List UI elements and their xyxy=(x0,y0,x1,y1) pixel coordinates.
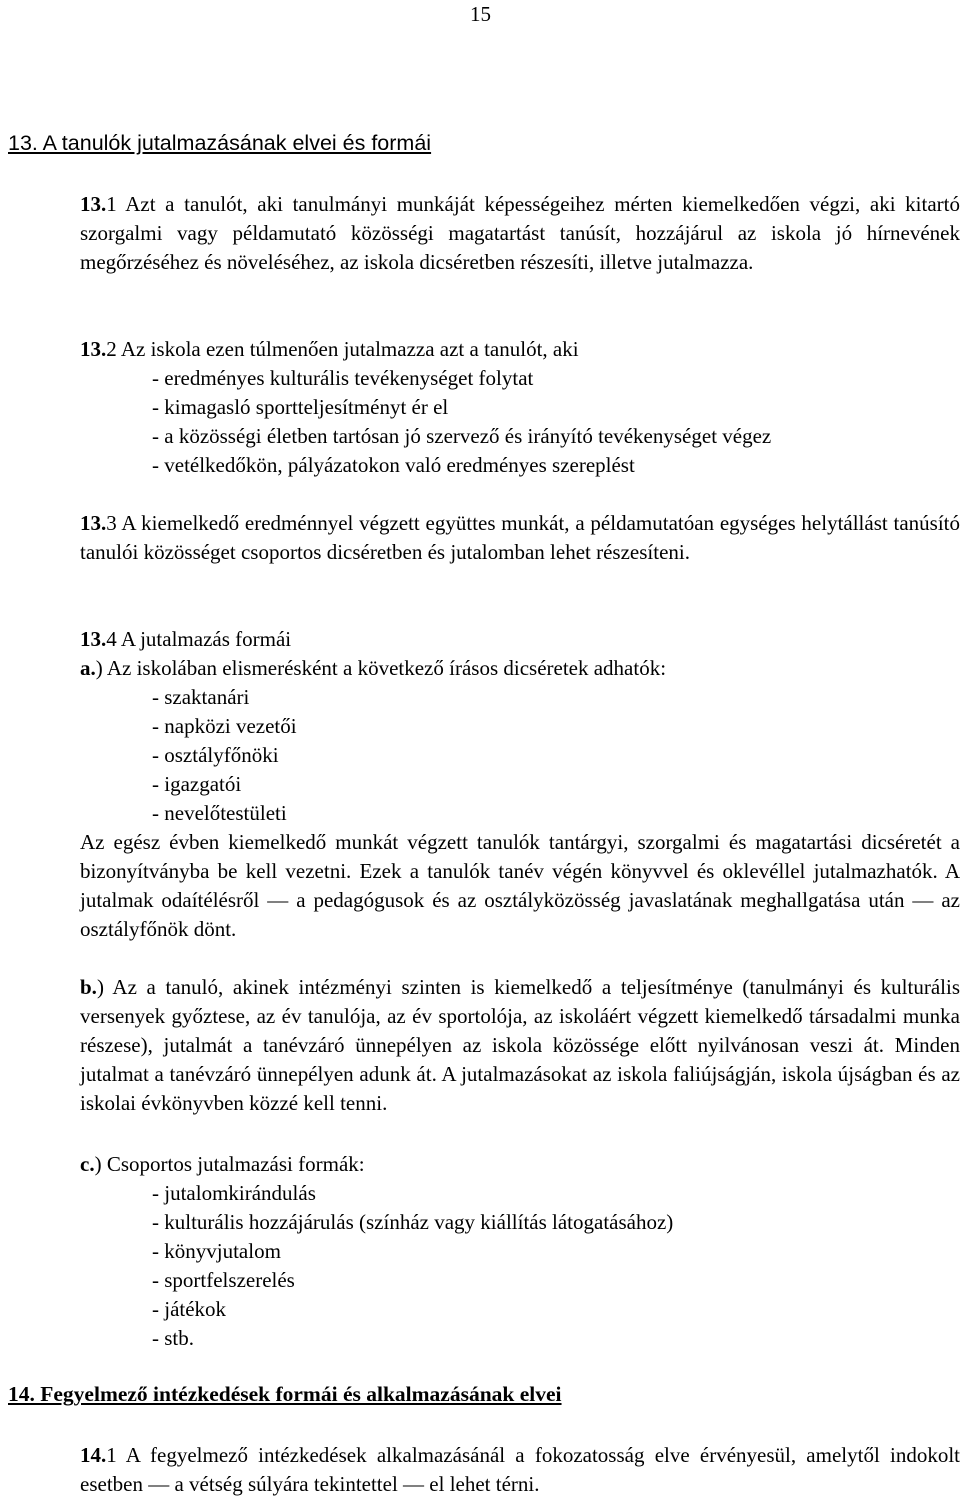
item-a-text: Az egész évben kiemelkedő munkát végzett tanulók tantárgyi, szorgalmi és magatartási dicséretét a bizonyítványba be kell vezetni. Ezek a tanulók tanév végén könyvvel és oklevéllel jutalmazhatók. A jutalmak odaítélésről — a pedagógusok és az osztályközösség javaslatának meghallgatása után — az osztályfőnök dönt. xyxy=(80,830,960,941)
paragraph-text: 3 A kiemelkedő eredménnyel végzett együttes munkát, a példamutatóan egységes helytállást tanúsító tanulói közösséget csoportos dicséretben és jutalomban lehet részesíteni. xyxy=(80,511,960,564)
item-label: c. xyxy=(80,1152,95,1176)
paragraph-13-4-title xyxy=(80,625,291,654)
paragraph-13-2-intro xyxy=(80,335,579,364)
paragraph-text: 1 A fegyelmező intézkedések alkalmazásánál a fokozatosság elve érvényesül, amelytől indokolt esetben — a vétség súlyára tekintettel — el lehet térni. xyxy=(80,1443,960,1496)
paragraph-text: 2 Az iskola ezen túlmenően jutalmazza azt a tanulót, aki xyxy=(106,337,579,361)
list-item: - sportfelszerelés xyxy=(152,1268,295,1292)
list-item: - nevelőtestületi xyxy=(152,801,287,825)
list-item: - osztályfőnöki xyxy=(152,743,279,767)
list-item: - jutalomkirándulás xyxy=(152,1181,316,1205)
paragraph-text: 1 Azt a tanulót, aki tanulmányi munkáját képességeihez mérten kiemelkedően végzi, aki kitartó szorgalmi vagy példamutató közösségi magatartást tanúsít, hozzájárul az iskola jó hírnevének megőrzéséhez és növeléséhez, az iskola dicséretben részesíti, illetve jutalmazza. xyxy=(80,192,960,274)
list-item: - szaktanári xyxy=(152,685,250,709)
list-item: - kulturális hozzájárulás (színház vagy kiállítás látogatásához) xyxy=(152,1210,674,1234)
item-label: a. xyxy=(80,656,96,680)
paragraph-number: 14. xyxy=(80,1443,107,1467)
item-text: ) Az a tanuló, akinek intézményi szinten is kiemelkedő a teljesítménye (tanulmányi és kulturális versenyek győztese, az év tanulója, az év sportolója, az iskoláért végzett kiemelkedő társadalmi munka részese), jutalmát a tanévzáró ünnepélyen az iskola közössége előtt nyilvánosan veszi át. Minden jutalmat a tanévzáró ünnepélyen adunk át. A jutalmazásokat az iskola faliújságján, iskola újságban és az iskolai évkönyvben közzé kell tenni. xyxy=(80,975,960,1115)
item-c-intro xyxy=(80,1150,365,1179)
list-item: - stb. xyxy=(152,1326,194,1350)
section-13-heading: 13. A tanulók jutalmazásának elvei és formái xyxy=(8,131,432,155)
list-item: - igazgatói xyxy=(152,772,242,796)
item-a-intro xyxy=(80,654,666,683)
item-c-list xyxy=(152,1179,673,1353)
list-item: - játékok xyxy=(152,1297,227,1321)
paragraph-number: 13. xyxy=(80,627,107,651)
list-item: - napközi vezetői xyxy=(152,714,297,738)
paragraph-13-1 xyxy=(80,190,960,277)
paragraph-text: 4 A jutalmazás formái xyxy=(106,627,292,651)
paragraph-number: 13. xyxy=(80,192,107,216)
list-item: - a közösségi életben tartósan jó szervező és irányító tevékenységet végez xyxy=(152,424,772,448)
list-item: - könyvjutalom xyxy=(152,1239,281,1263)
paragraph-13-2-list xyxy=(152,364,771,480)
paragraph-14-1 xyxy=(80,1441,960,1499)
list-item: - eredményes kulturális tevékenységet folytat xyxy=(152,366,534,390)
paragraph-number: 13. xyxy=(80,337,107,361)
paragraph-13-3 xyxy=(80,509,960,567)
item-text: ) Az iskolában elismerésként a következő írásos dicséretek adhatók: xyxy=(95,656,667,680)
list-item: - vetélkedőkön, pályázatokon való eredményes szereplést xyxy=(152,453,635,477)
item-label: b. xyxy=(80,975,97,999)
item-text: ) Csoportos jutalmazási formák: xyxy=(94,1152,365,1176)
page-number: 15 xyxy=(470,2,491,26)
section-14-heading: 14. Fegyelmező intézkedések formái és alkalmazásának elvei xyxy=(8,1382,562,1406)
item-a-list xyxy=(152,683,297,828)
list-item: - kimagasló sportteljesítményt ér el xyxy=(152,395,449,419)
paragraph-number: 13. xyxy=(80,511,107,535)
item-b-text xyxy=(80,973,960,1118)
